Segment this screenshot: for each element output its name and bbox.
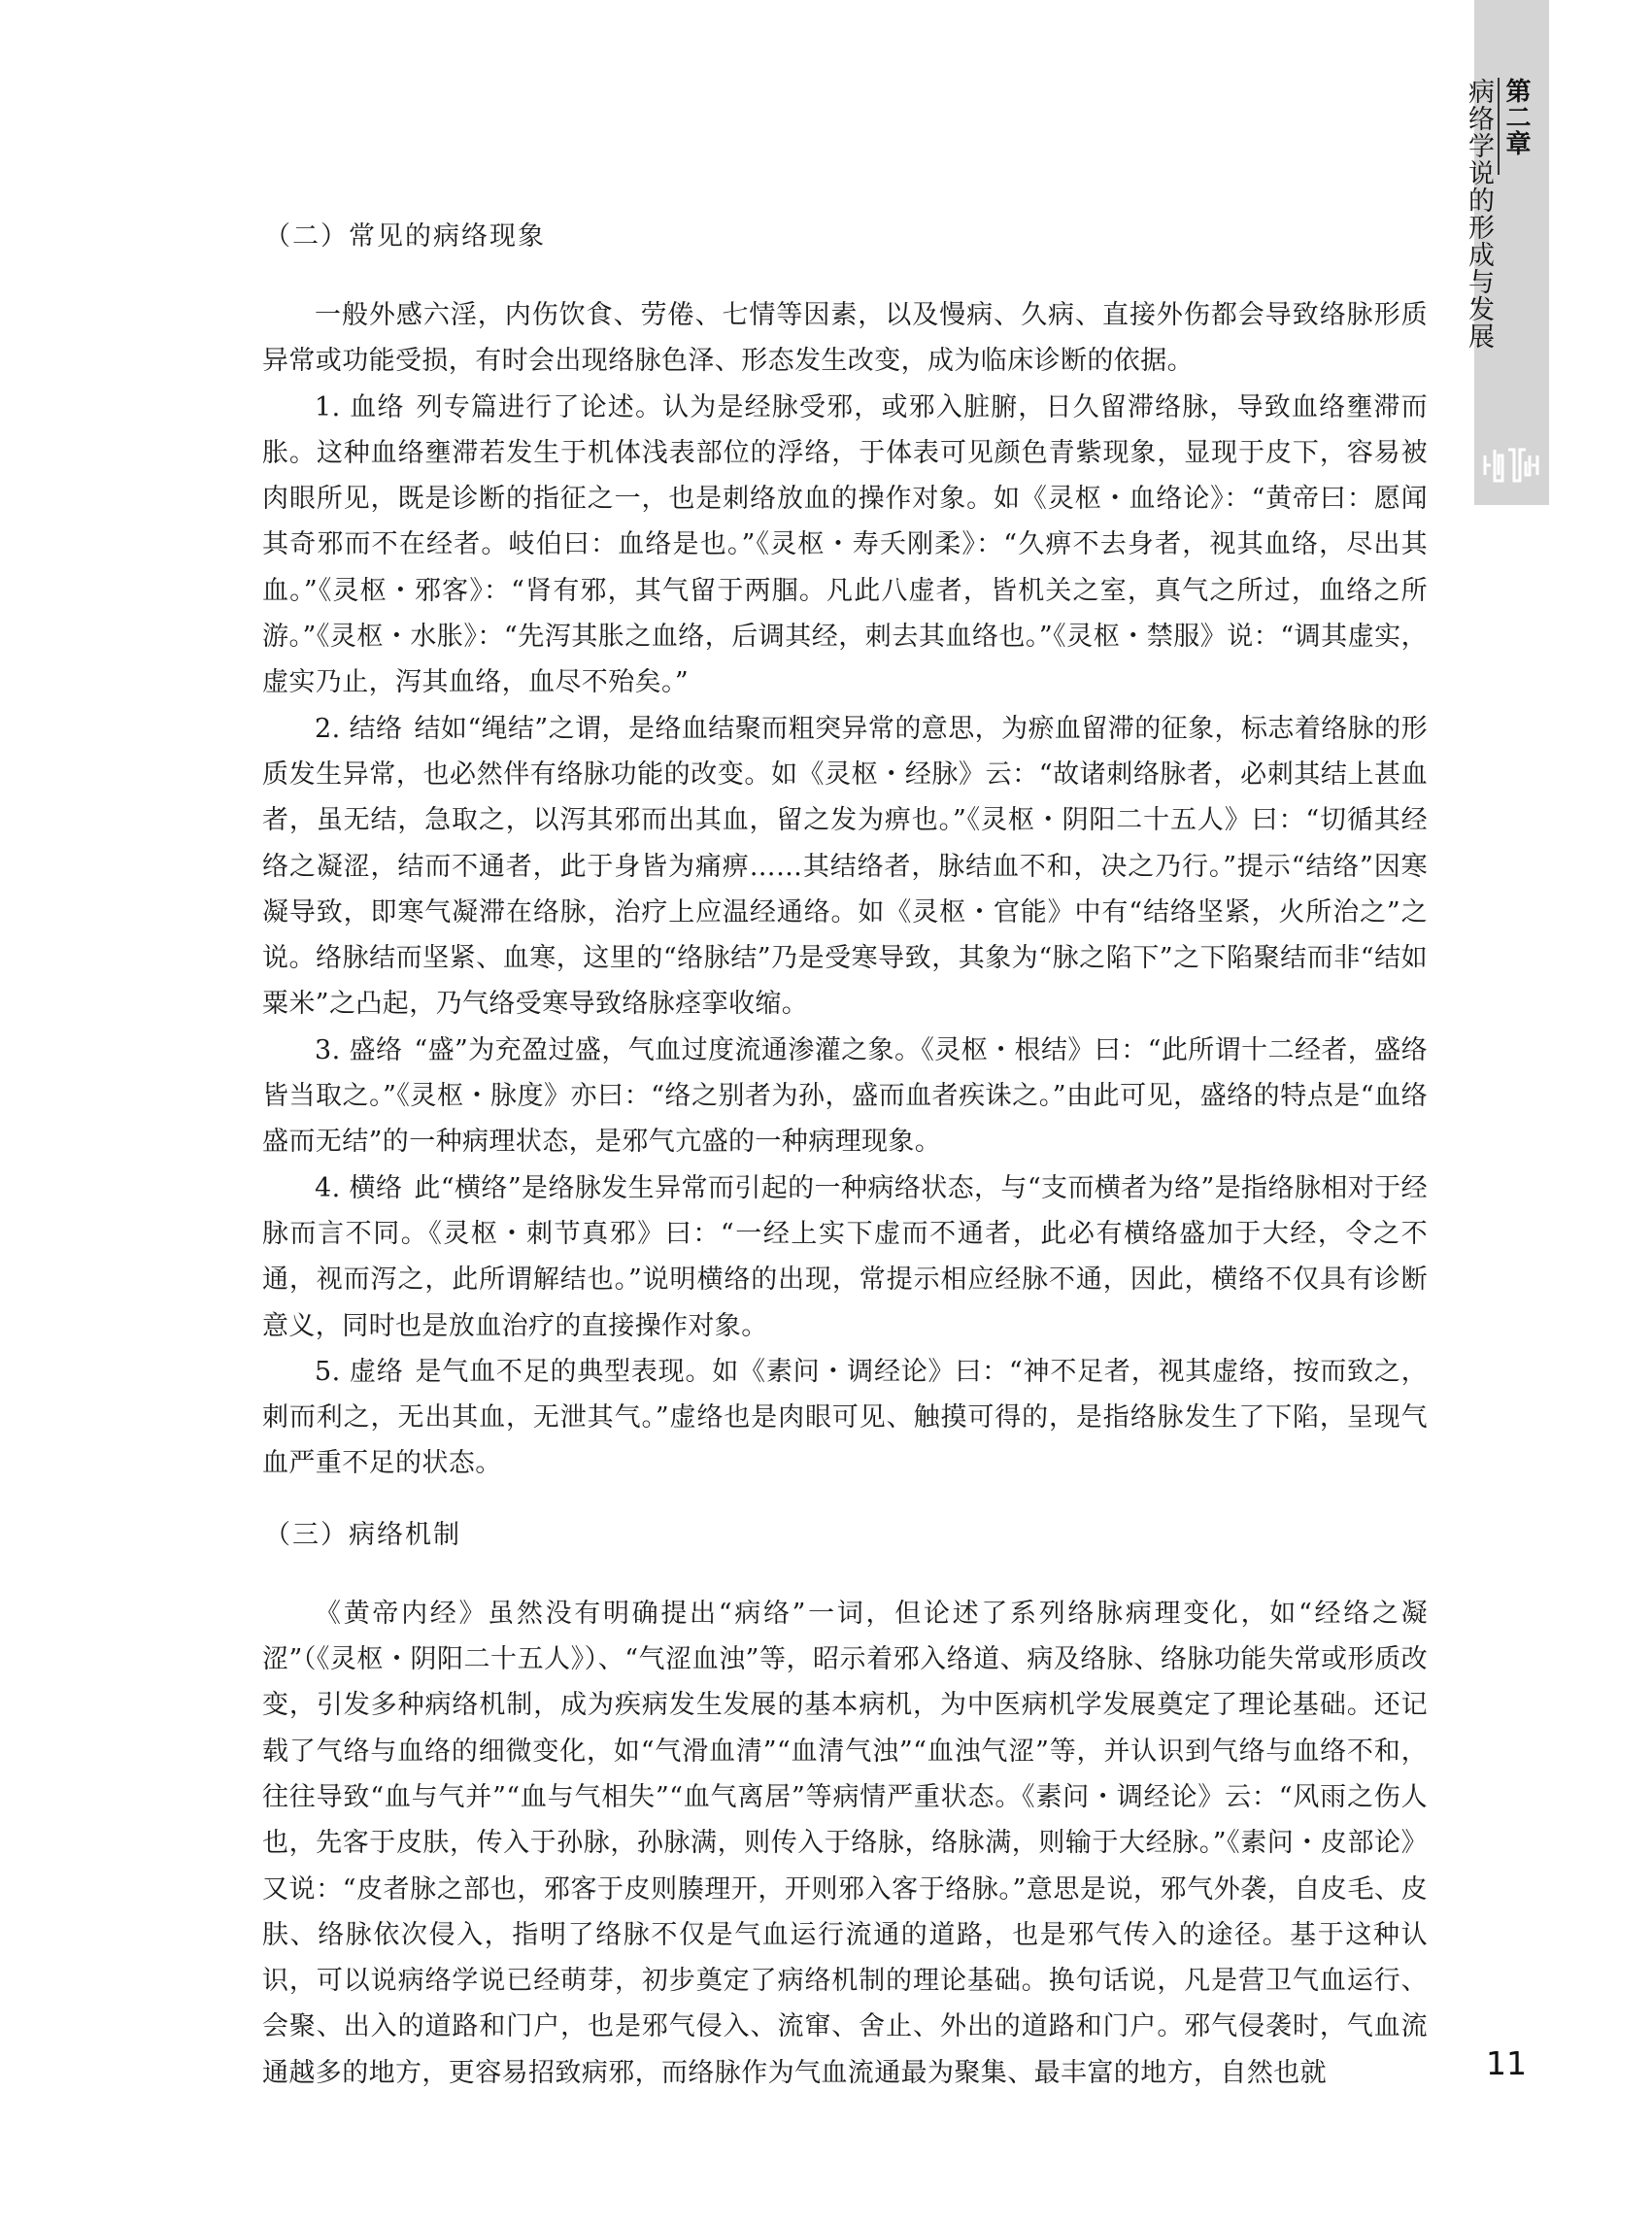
ornament-icon	[1481, 442, 1541, 489]
item-shengluo	[262, 1028, 1428, 1165]
item-text: 结如“绳结”之谓，是络血结聚而粗突异常的意思，为瘀血留滞的征象，标志着络脉的形质发生异常，也必然伴有络脉功能的改变。如《灵枢・经脉》云：“故诸刺络脉者，必刺其结上甚血者，虽无结，急取之，以泻其邪而出其血，留之发为痹也。”《灵枢・阴阳二十五人》曰：“切循其经络之凝涩，结而不通者，此于身皆为痛痹……其结络者，脉结血不和，决之乃行。”提示“结络”因寒凝导致，即寒气凝滞在络脉，治疗上应温经通络。如《灵枢・官能》中有“结络坚紧，火所治之”之说。络脉结而坚紧、血寒，这里的“络脉结”乃是受寒导致，其象为“脉之陷下”之下陷聚结而非“结如粟米”之凸起，乃气络受寒导致络脉痉挛收缩。	[262, 713, 1428, 1020]
chapter-divider	[1498, 78, 1500, 175]
item-xueluo	[262, 385, 1428, 706]
page-number: 11	[1486, 2044, 1527, 2082]
item-label: 2. 结络	[315, 713, 403, 744]
section-heading-2: （二）常见的病络现象	[264, 221, 546, 252]
item-hengluo	[262, 1165, 1428, 1349]
item-label: 3. 盛络	[315, 1034, 403, 1065]
item-label: 5. 虚络	[315, 1356, 404, 1387]
page-body	[262, 214, 1428, 2096]
item-text: 是气血不足的典型表现。如《素问・调经论》曰：“神不足者，视其虚络，按而致之，刺而利之，无出其血，无泄其气。”虚络也是肉眼可见、触摸可得的，是指络脉发生了下陷，呈现气血严重不足的状态。	[262, 1356, 1429, 1479]
item-jieluo	[262, 706, 1428, 1028]
chapter-number: 第二章	[1501, 78, 1531, 156]
mechanism-paragraph: 《黄帝内经》虽然没有明确提出“病络”一词，但论述了系列络脉病理变化，如“经络之凝涩”（《灵枢・阴阳二十五人》）、“气涩血浊”等，昭示着邪入络道、病及络脉、络脉功能失常或形质改变，引发多种病络机制，成为疾病发生发展的基本病机，为中医病机学发展奠定了理论基础。还记载了气络与血络的细微变化，如“气滑血清”“血清气浊”“血浊气涩”等，并认识到气络与血络不和，往往导致“血与气并”“血与气相失”“血气离居”等病情严重状态。《素问・调经论》云：“风雨之伤人也，先客于皮肤，传入于孙脉，孙脉满，则传入于络脉，络脉满，则输于大经脉。”《素问・皮部论》又说：“皮者脉之部也，邪客于皮则腠理开，开则邪入客于络脉。”意思是说，邪气外袭，自皮毛、皮肤、络脉依次侵入，指明了络脉不仅是气血运行流通的道路，也是邪气传入的途径。基于这种认识，可以说病络学说已经萌芽，初步奠定了病络机制的理论基础。换句话说，凡是营卫气血运行、会聚、出入的道路和门户，也是邪气侵入、流窜、舍止、外出的道路和门户。邪气侵袭时，气血流通越多的地方，更容易招致病邪，而络脉作为气血流通最为聚集、最丰富的地方，自然也就	[262, 1598, 1428, 2088]
item-xuluo	[262, 1349, 1428, 1487]
item-label: 4. 横络	[315, 1172, 403, 1203]
intro-paragraph: 一般外感六淫，内伤饮食、劳倦、七情等因素，以及慢病、久病、直接外伤都会导致络脉形质异常或功能受损，有时会出现络脉色泽、形态发生改变，成为临床诊断的依据。	[262, 300, 1428, 377]
section-heading-3: （三）病络机制	[264, 1519, 461, 1550]
item-text: 列专篇进行了论述。认为是经脉受邪，或邪入脏腑，日久留滞络脉，导致血络壅滞而胀。这种血络壅滞若发生于机体浅表部位的浮络，于体表可见颜色青紫现象，显现于皮下，容易被肉眼所见，既是诊断的指征之一，也是刺络放血的操作对象。如《灵枢・血络论》：“黄帝曰：愿闻其奇邪而不在经者。岐伯曰：血络是也。”《灵枢・寿夭刚柔》：“久痹不去身者，视其血络，尽出其血。”《灵枢・邪客》：“肾有邪，其气留于两腘。凡此八虚者，皆机关之室，真气之所过，血络之所游。”《灵枢・水胀》：“先泻其胀之血络，后调其经，刺去其血络也。”《灵枢・禁服》说：“调其虚实，虚实乃止，泻其血络，血尽不殆矣。”	[262, 391, 1428, 698]
item-text: “盛”为充盈过盛，气血过度流通渗灌之象。《灵枢・根结》曰：“此所谓十二经者，盛络皆当取之。”《灵枢・脉度》亦曰：“络之别者为孙，盛而血者疾诛之。”由此可见，盛络的特点是“血络盛而无结”的一种病理状态，是邪气亢盛的一种病理现象。	[262, 1034, 1428, 1158]
chapter-title: 病络学说的形成与发展	[1464, 78, 1494, 350]
item-label: 1. 血络	[315, 391, 405, 422]
item-text: 此“横络”是络脉发生异常而引起的一种病络状态，与“支而横者为络”是指络脉相对于经脉而言不同。《灵枢・刺节真邪》曰：“一经上实下虚而不通者，此必有横络盛加于大经，令之不通，视而泻之，此所谓解结也。”说明横络的出现，常提示相应经脉不通，因此，横络不仅具有诊断意义，同时也是放血治疗的直接操作对象。	[262, 1172, 1428, 1341]
